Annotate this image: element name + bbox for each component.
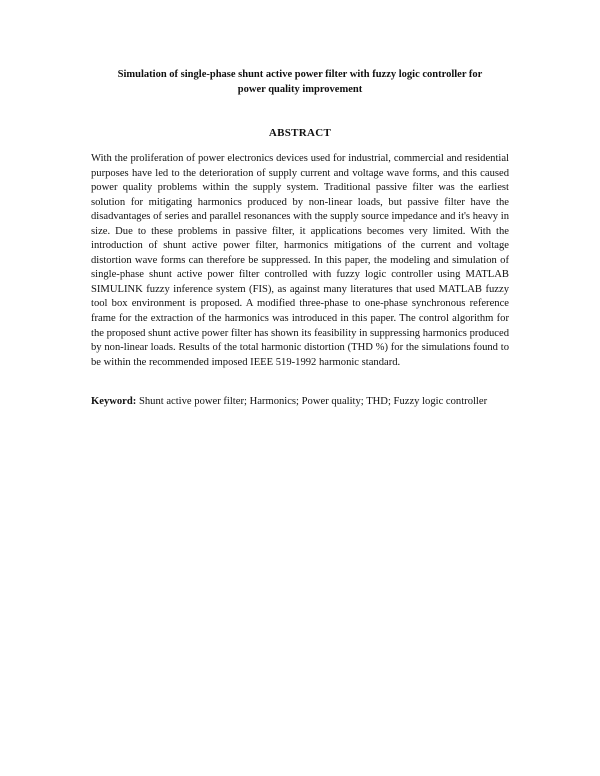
- paper-title-line-1: Simulation of single-phase shunt active power filter with fuzzy logic controller for: [117, 69, 483, 80]
- paper-title: [90, 67, 510, 97]
- abstract-text: With the proliferation of power electronics devices used for industrial, commercial and residential purposes have led to the deterioration of supply current and voltage wave forms, and this caused power quality problems within the supply system. Traditional passive filter was the earliest solution for mitigating harmonics produced by non-linear loads, but passive filter have the disadvantages of series and parallel resonances with the supply source impedance and it's heavy in size. Due to these problems in passive filter, it applications becomes very limited. With the introduction of shunt active power filter, harmonics mitigations of the current and voltage distortion wave forms can therefore be suppressed. In this paper, the modeling and simulation of single-phase shunt active power filter controlled with fuzzy logic controller using MATLAB SIMULINK fuzzy inference system (FIS), as against many literatures that used MATLAB fuzzy tool box environment is proposed. A modified three-phase to one-phase synchronous reference frame for the extraction of the harmonics was introduced in this paper. The control algorithm for the proposed shunt active power filter has shown its feasibility in suppressing harmonics produced by non-linear loads. Results of the total harmonic distortion (THD %) for the simulations found to be within the recommended imposed IEEE 519-1992 harmonic standard.: [91, 153, 509, 368]
- abstract-heading: ABSTRACT: [268, 127, 332, 139]
- keywords-label: Keyword:: [91, 396, 137, 407]
- paper-title-line-2: power quality improvement: [237, 84, 363, 95]
- keywords-list: Shunt active power filter; Harmonics; Power quality; THD; Fuzzy logic controller: [136, 396, 488, 407]
- keywords-line: [91, 395, 521, 409]
